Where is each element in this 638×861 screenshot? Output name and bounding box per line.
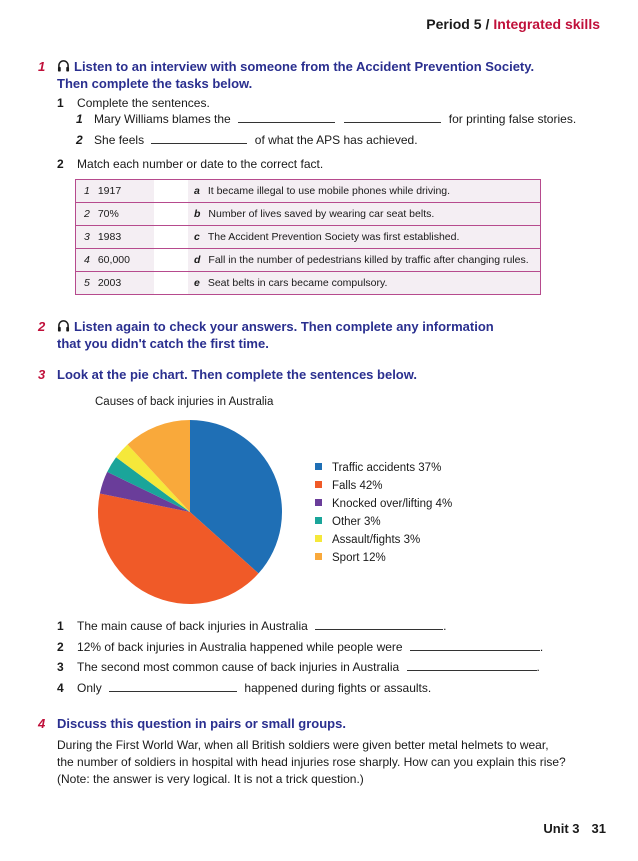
gap-cell [154, 249, 188, 272]
sentence-text: Mary Williams blames the [94, 112, 231, 126]
answer-blank[interactable] [238, 112, 335, 123]
number-cell [76, 249, 155, 272]
sentence-end: . [539, 640, 544, 654]
legend-item [315, 516, 381, 528]
row-letter: c [194, 231, 200, 243]
row-fact: Fall in the number of pedestrians killed by traffic after changing rules. [208, 254, 529, 266]
sentence-text: of what the APS has achieved. [254, 133, 418, 147]
section-title: Integrated skills [493, 16, 600, 32]
q4-number: 4 [38, 716, 46, 731]
row-value: 60,000 [97, 254, 130, 266]
row-fact: Number of lives saved by wearing car seat belts. [208, 208, 435, 220]
table-row [76, 180, 541, 203]
task1-number: 1 [57, 96, 64, 110]
header-separator: / [485, 16, 490, 32]
q3-number: 3 [38, 367, 46, 382]
legend-item [315, 480, 383, 492]
q4-paragraph [57, 737, 566, 788]
sentence-text: The main cause of back injuries in Australia [77, 619, 308, 633]
task1-instruction: Complete the sentences. [77, 96, 210, 110]
legend-swatch [315, 499, 322, 506]
gap-cell [154, 226, 188, 249]
sentence-number: 1 [76, 112, 83, 126]
legend-item [315, 498, 452, 510]
number-cell [76, 226, 155, 249]
legend-label: Sport 12% [332, 552, 386, 564]
legend-item [315, 534, 420, 546]
q2-title [57, 318, 494, 352]
sentence-end: . [443, 619, 447, 633]
task2-instruction: Match each number or date to the correct fact. [77, 157, 324, 171]
legend-label: Traffic accidents 37% [332, 462, 442, 474]
table-row [76, 226, 541, 249]
number-cell [76, 180, 155, 203]
sentence-text: happened during fights or assaults. [244, 681, 432, 695]
q1-number: 1 [38, 59, 46, 74]
row-letter: a [194, 185, 200, 197]
task1 [57, 96, 210, 111]
sentence-text: Only [77, 681, 102, 695]
table-row [76, 203, 541, 226]
fact-cell [188, 180, 541, 203]
fact-cell [188, 272, 541, 295]
q4-line: the number of soldiers in hospital with head injuries rose sharply. How can you explain this rise? [57, 755, 566, 769]
answer-blank[interactable] [109, 681, 237, 692]
number-cell [76, 203, 155, 226]
q3-sentence-1 [57, 619, 447, 634]
row-value: 70% [97, 208, 119, 220]
legend-swatch [315, 553, 322, 560]
answer-blank[interactable] [344, 112, 441, 123]
q2-number: 2 [38, 319, 46, 334]
row-letter: e [194, 277, 200, 289]
row-number: 1 [84, 185, 90, 197]
sentence-end: . [536, 660, 540, 674]
pie-slices [98, 420, 282, 604]
legend-label: Other 3% [332, 516, 381, 528]
answer-blank[interactable] [315, 619, 443, 630]
row-number: 5 [84, 277, 90, 289]
answer-blank[interactable] [410, 640, 540, 651]
legend-label: Assault/fights 3% [332, 534, 421, 546]
q3-title: Look at the pie chart. Then complete the sentences below. [57, 367, 417, 382]
row-number: 3 [84, 231, 90, 243]
period-label: Period 5 [426, 16, 482, 32]
q1-title-line2: Then complete the tasks below. [57, 76, 253, 91]
q4-line: During the First World War, when all British soldiers were given better metal helmets to wear, [57, 738, 549, 752]
legend-swatch [315, 517, 322, 524]
number-cell [76, 272, 155, 295]
page-number: 31 [591, 821, 606, 836]
q2-title-line2: that you didn't catch the first time. [57, 336, 269, 351]
sentence-number: 3 [57, 660, 64, 674]
pie-chart [90, 412, 290, 612]
q1-title [57, 58, 534, 92]
headphones-icon [57, 60, 70, 72]
gap-cell [154, 272, 188, 295]
row-number: 4 [84, 254, 90, 266]
task1-sentence-2 [76, 133, 418, 148]
legend-item [315, 552, 386, 564]
row-value: 2003 [97, 277, 122, 289]
sentence-text: 12% of back injuries in Australia happened while people were [77, 640, 403, 654]
sentence-text: The second most common cause of back injuries in Australia [77, 660, 400, 674]
fact-cell [188, 226, 541, 249]
row-value: 1917 [97, 185, 122, 197]
q4-title: Discuss this question in pairs or small groups. [57, 716, 346, 731]
page-footer [543, 821, 606, 836]
row-letter: d [194, 254, 201, 266]
legend-item [315, 462, 441, 474]
answer-blank[interactable] [407, 660, 537, 671]
sentence-number: 4 [57, 681, 64, 695]
matching-table [75, 179, 541, 295]
gap-cell [154, 180, 188, 203]
q3-sentence-3 [57, 660, 540, 675]
sentence-number: 2 [57, 640, 64, 654]
fact-cell [188, 249, 541, 272]
row-value: 1983 [97, 231, 122, 243]
gap-cell [154, 203, 188, 226]
sentence-number: 2 [76, 133, 83, 147]
row-fact: Seat belts in cars became compulsory. [207, 277, 388, 289]
legend-swatch [315, 481, 322, 488]
legend-label: Falls 42% [332, 480, 383, 492]
sentence-text: for printing false stories. [448, 112, 577, 126]
row-fact: The Accident Prevention Society was first established. [207, 231, 460, 243]
task1-sentence-1 [76, 112, 576, 127]
page-header [426, 16, 600, 32]
headphones-icon [57, 320, 70, 332]
table-row [76, 272, 541, 295]
q4-line: (Note: the answer is very logical. It is not a trick question.) [57, 772, 364, 786]
row-letter: b [194, 208, 201, 220]
q1-title-line1: Listen to an interview with someone from the Accident Prevention Society. [74, 59, 535, 74]
task2 [57, 157, 323, 172]
legend-swatch [315, 463, 322, 470]
row-number: 2 [84, 208, 90, 220]
row-fact: It became illegal to use mobile phones while driving. [207, 185, 451, 197]
legend-swatch [315, 535, 322, 542]
legend-label: Knocked over/lifting 4% [332, 498, 453, 510]
table-row [76, 249, 541, 272]
q3-sentence-4 [57, 681, 431, 696]
unit-label: Unit 3 [543, 821, 580, 836]
q3-sentence-2 [57, 640, 543, 655]
sentence-text: She feels [94, 133, 145, 147]
chart-title: Causes of back injuries in Australia [95, 396, 274, 408]
sentence-number: 1 [57, 619, 64, 633]
fact-cell [188, 203, 541, 226]
answer-blank[interactable] [151, 133, 247, 144]
task2-number: 2 [57, 157, 64, 171]
q2-title-line1: Listen again to check your answers. Then complete any information [74, 319, 494, 334]
